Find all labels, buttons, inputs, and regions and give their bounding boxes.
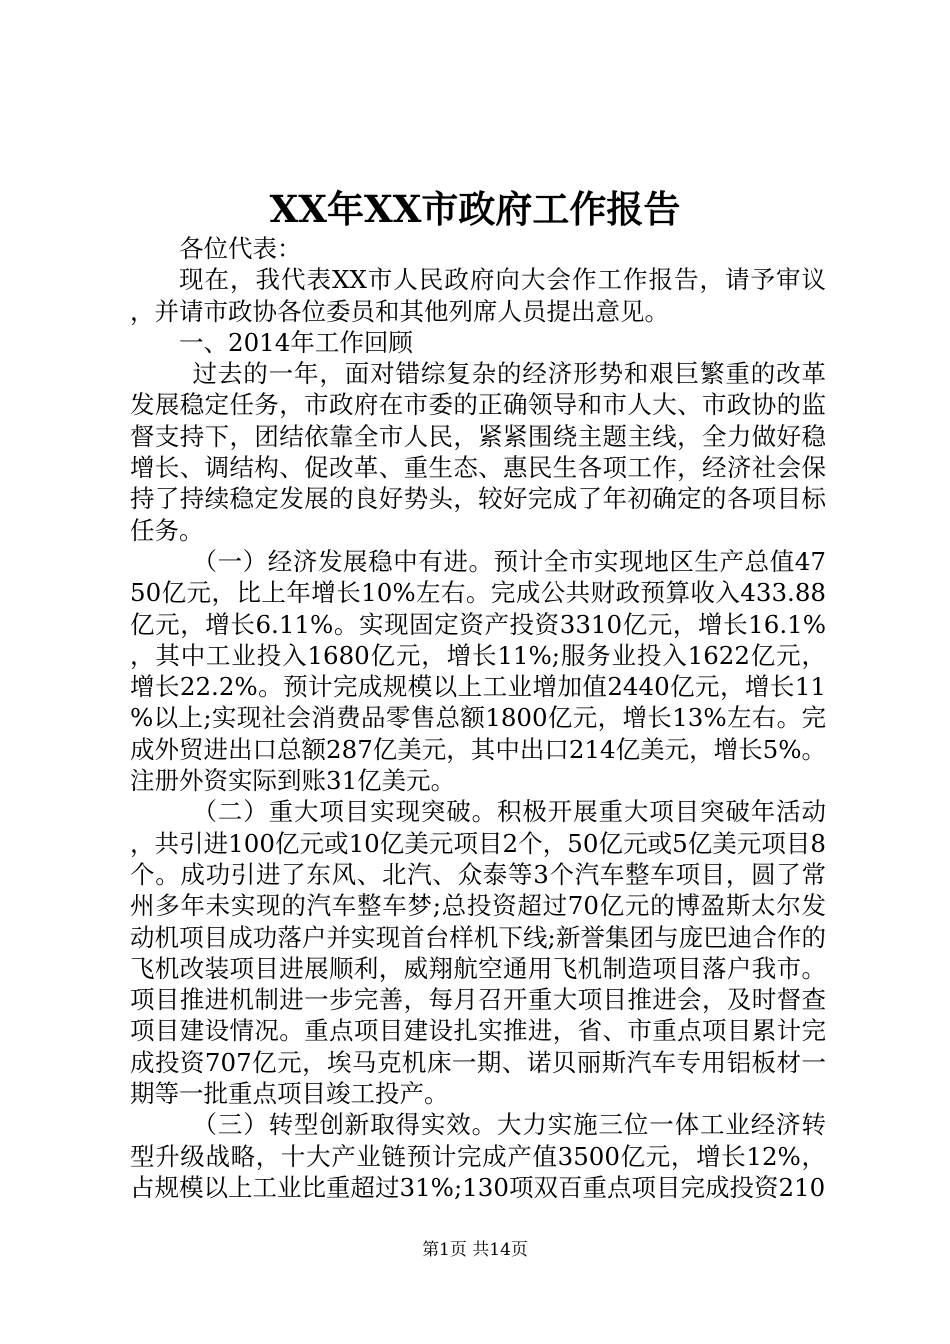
- page-number-footer: 第1页 共14页: [422, 1240, 528, 1260]
- intro-paragraph: 现在，我代表XX市人民政府向大会作工作报告，请予审议，并请市政协各位委员和其他列席人员提出意见。: [130, 265, 826, 326]
- transformation-paragraph: （三）转型创新取得实效。大力实施三位一体工业经济转型升级战略，十大产业链预计完成产值3500亿元，增长12%，占规模以上工业比重超过31%;130项双百重点项目完成投资210: [130, 1110, 826, 1202]
- projects-paragraph: （二）重大项目实现突破。积极开展重大项目突破年活动，共引进100亿元或10亿美元项目2个，50亿元或5亿美元项目8个。成功引进了东风、北汽、众泰等3个汽车整车项目，圆了常州多年未实现的汽车整车梦;总投资超过70亿元的博盈斯太尔发动机项目成功落户并实现首台样机下线;新誉集团与庞巴迪合作的飞机改装项目进展顺利，威翔航空通用飞机制造项目落户我市。项目推进机制进一步完善，每月召开重大项目推进会，及时督查项目建设情况。重点项目建设扎实推进，省、市重点项目累计完成投资707亿元，埃马克机床一期、诺贝丽斯汽车专用铝板材一期等一批重点项目竣工投产。: [130, 797, 826, 1109]
- section-heading: 一、2014年工作回顾: [179, 327, 413, 357]
- review-paragraph: 过去的一年，面对错综复杂的经济形势和艰巨繁重的改革发展稳定任务，市政府在市委的正确领导和市人大、市政协的监督支持下，团结依靠全市人民，紧紧围绕主题主线，全力做好稳增长、调结构、促改革、重生态、惠民生各项工作，经济社会保持了持续稳定发展的良好势头，较好完成了年初确定的各项目标任务。: [130, 359, 826, 545]
- economy-paragraph: （一）经济发展稳中有进。预计全市实现地区生产总值4750亿元，比上年增长10%左右。完成公共财政预算收入433.88亿元，增长6.11%。实现固定资产投资3310亿元，增长16.1%，其中工业投入1680亿元，增长11%;服务业投入1622亿元，增长22.2%。预计完成规模以上工业增加值2440亿元，增长11%以上;实现社会消费品零售总额1800亿元，增长13%左右。完成外贸进出口总额287亿美元，其中出口214亿美元，增长5%。注册外资实际到账31亿美元。: [130, 546, 826, 796]
- salutation-paragraph: 各位代表：: [179, 234, 302, 263]
- document-title: XX年XX市政府工作报告: [269, 187, 681, 231]
- document-body: [130, 233, 826, 1203]
